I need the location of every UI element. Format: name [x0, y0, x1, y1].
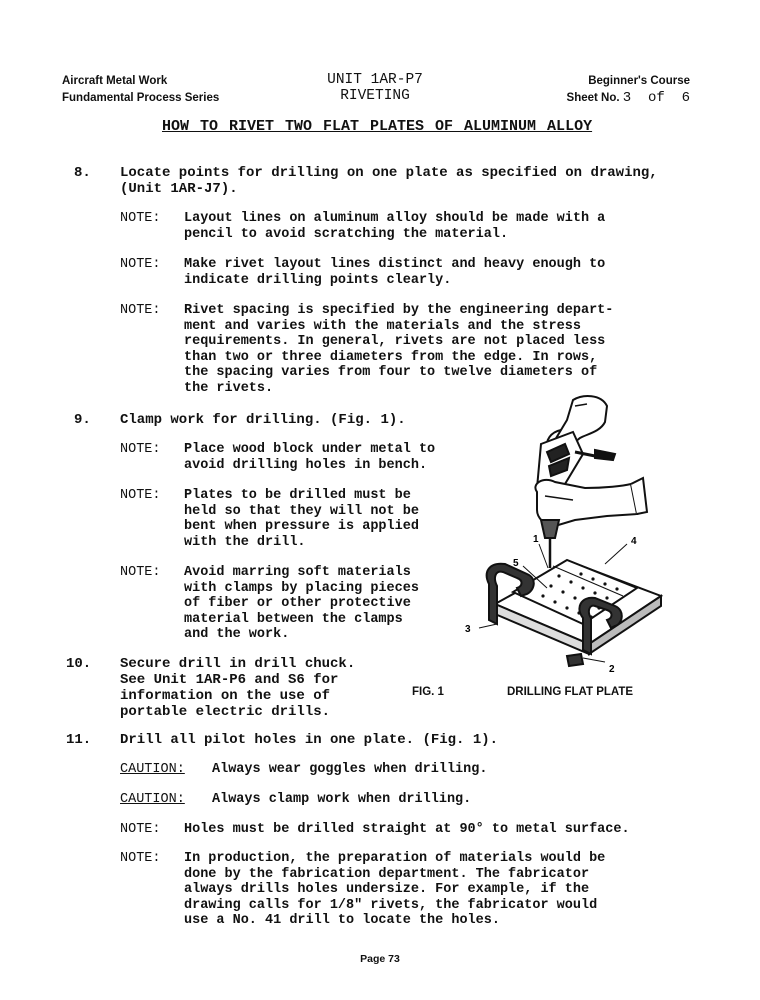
- step-text: Drill all pilot holes in one plate. (Fig. 1).: [120, 732, 499, 748]
- header-sheet-prefix: Sheet No.: [566, 92, 620, 104]
- step-line: Secure drill in drill chuck.: [120, 656, 356, 672]
- callout-3: 3: [465, 624, 471, 635]
- figure-drilling-illustration: [455, 392, 695, 677]
- header-center: [300, 72, 450, 104]
- header-level: Beginner's Course: [588, 75, 690, 87]
- step-text: Clamp work for drilling. (Fig. 1).: [120, 412, 406, 428]
- note-label: NOTE:: [120, 565, 161, 580]
- note-line: ment and varies with the materials and the stress: [184, 318, 581, 334]
- note-line: Place wood block under metal to: [184, 442, 436, 457]
- header-unit: UNIT 1AR-P7: [327, 72, 423, 88]
- drill-chuck-drawing: [541, 520, 559, 568]
- caution-label: CAUTION:: [120, 792, 185, 807]
- note-label: NOTE:: [120, 211, 161, 226]
- note-line: drawing calls for 1/8" rivets, the fabricator would: [184, 897, 598, 913]
- note-line: Plates to be drilled must be: [184, 488, 411, 503]
- page-title: HOW TO RIVET TWO FLAT PLATES OF ALUMINUM ALLOY: [162, 118, 593, 135]
- note-line: requirements. In general, rivets are not placed less: [184, 334, 606, 350]
- note-line: with the drill.: [184, 534, 306, 550]
- note-line: than two or three diameters from the edge. In rows,: [184, 349, 598, 365]
- step-line: information on the use of: [120, 688, 331, 704]
- note-line: material between the clamps: [184, 611, 403, 627]
- note-line: avoid drilling holes in bench.: [184, 457, 428, 473]
- header-course-title: Aircraft Metal Work: [62, 75, 168, 87]
- header-sheet-values: 3 of 6: [622, 90, 690, 106]
- note-text: Holes must be drilled straight at 90° to metal surface.: [184, 822, 630, 837]
- header-sheet: [567, 90, 690, 107]
- note-line: Rivet spacing is specified by the engineering depart-: [184, 303, 614, 318]
- note-label: NOTE:: [120, 851, 161, 866]
- note-line: Avoid marring soft materials: [184, 565, 411, 580]
- step-number: 11.: [66, 732, 92, 748]
- note-line: with clamps by placing pieces: [184, 580, 419, 596]
- lower-glove-drawing: [535, 478, 647, 526]
- note-line: of fiber or other protective: [184, 596, 411, 612]
- note-text: [184, 488, 419, 550]
- note-line: and the work.: [184, 627, 290, 643]
- step-number: 8.: [74, 165, 91, 181]
- callout-5: 5: [513, 558, 519, 569]
- note-text: [184, 565, 419, 643]
- callout-4: 4: [631, 536, 637, 547]
- note-text: [184, 257, 605, 288]
- figure-number: FIG. 1: [412, 686, 444, 698]
- note-line: indicate drilling points clearly.: [184, 272, 452, 288]
- note-label: NOTE:: [120, 488, 161, 503]
- note-line: held so that they will not be: [184, 503, 419, 519]
- note-line: always drills holes undersize. For example, if the: [184, 882, 590, 898]
- step-number: 10.: [66, 656, 92, 672]
- note-label: NOTE:: [120, 442, 161, 457]
- note-label: NOTE:: [120, 822, 161, 837]
- header-left: [62, 73, 219, 107]
- step-line: Locate points for drilling on one plate as specified on drawing,: [120, 165, 658, 181]
- note-label: NOTE:: [120, 303, 161, 318]
- step-line: (Unit 1AR-J7).: [120, 181, 238, 197]
- step-line: See Unit 1AR-P6 and S6 for: [120, 672, 339, 688]
- header-right: [567, 73, 690, 107]
- note-line: the rivets.: [184, 380, 274, 396]
- note-text: [184, 211, 605, 242]
- note-line: pencil to avoid scratching the material.: [184, 226, 509, 242]
- caution-label: CAUTION:: [120, 762, 185, 777]
- note-line: In production, the preparation of materials would be: [184, 851, 606, 866]
- caution-text: Always wear goggles when drilling.: [212, 762, 488, 777]
- note-line: bent when pressure is applied: [184, 519, 419, 535]
- note-label: NOTE:: [120, 257, 161, 272]
- header-series: Fundamental Process Series: [62, 92, 220, 104]
- caution-text: Always clamp work when drilling.: [212, 792, 472, 807]
- note-line: Layout lines on aluminum alloy should be made with a: [184, 211, 606, 226]
- step-line: portable electric drills.: [120, 704, 331, 720]
- note-text: [184, 442, 435, 473]
- note-line: Make rivet layout lines distinct and heavy enough to: [184, 257, 606, 272]
- step-text: [120, 165, 658, 197]
- note-line: done by the fabrication department. The fabricator: [184, 866, 590, 882]
- note-line: the spacing varies from four to twelve diameters of: [184, 365, 598, 381]
- figure-caption: DRILLING FLAT PLATE: [507, 686, 634, 698]
- page-number: Page 73: [360, 953, 400, 965]
- step-text: [120, 656, 355, 720]
- callout-2: 2: [609, 664, 615, 675]
- callout-1: 1: [533, 534, 539, 545]
- header-subject: RIVETING: [340, 88, 410, 104]
- step-number: 9.: [74, 412, 91, 428]
- note-text: [184, 303, 613, 397]
- note-line: use a No. 41 drill to locate the holes.: [184, 913, 500, 929]
- note-text: [184, 851, 605, 929]
